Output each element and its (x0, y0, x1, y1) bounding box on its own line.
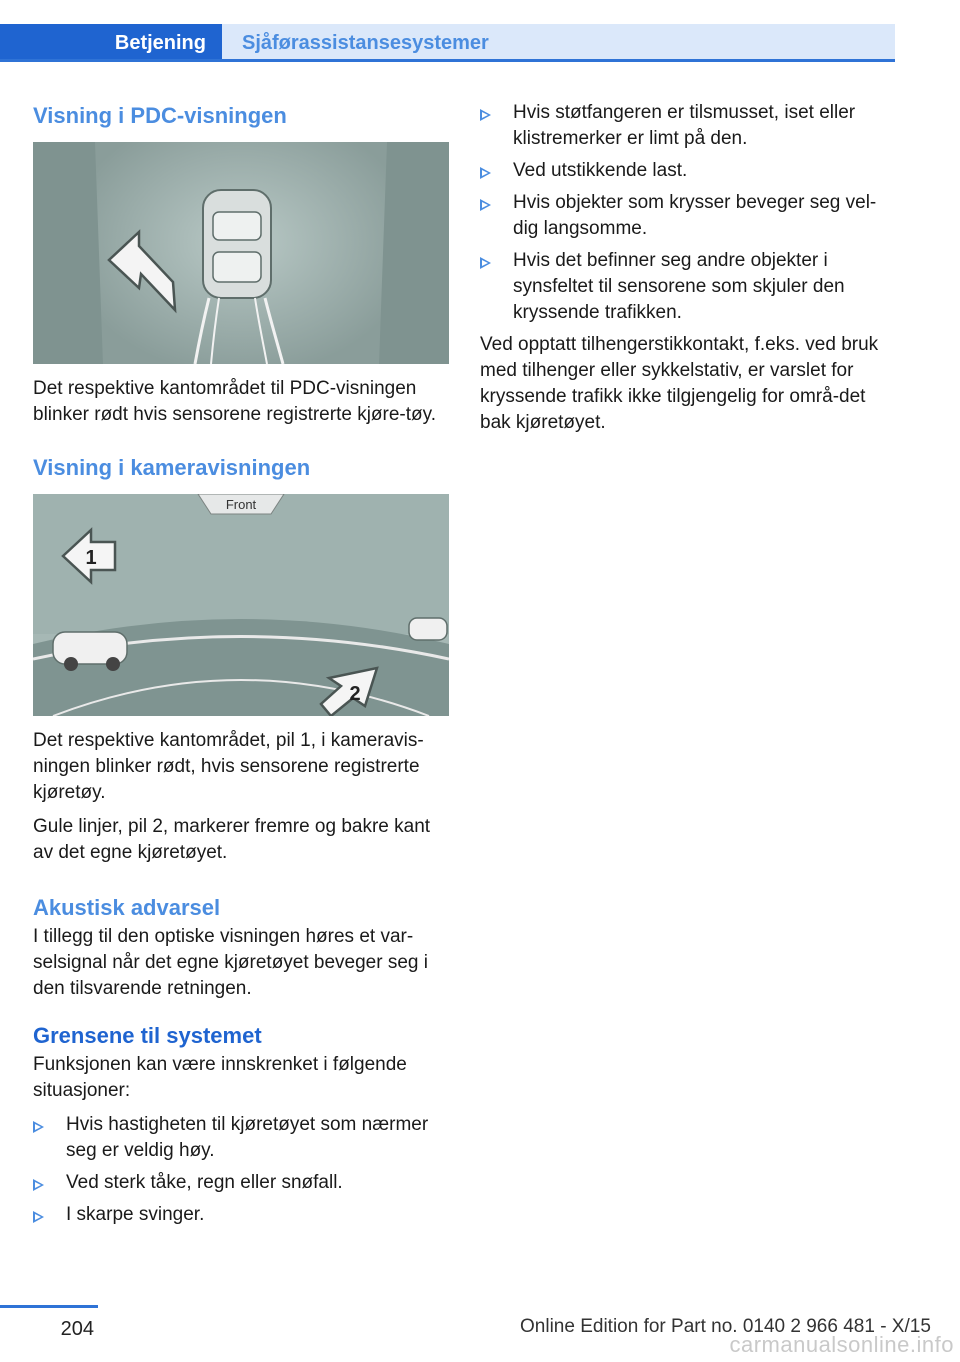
paragraph-limits: Funksjonen kan være innskrenket i følgende situasjoner: (33, 1054, 407, 1101)
list-item: Ved sterk tåke, regn eller snøfall. (33, 1170, 449, 1196)
triangle-bullet-icon (33, 1121, 44, 1133)
list-item: Hvis det befinner seg andre objekter i synsfeltet til sensorene som skjuler den kryssende trafikken. (480, 248, 900, 326)
pdc-view-image (33, 142, 449, 364)
paragraph-camera-2: Gule linjer, pil 2, markerer fremre og bakre kant av det egne kjøretøyet. (33, 816, 431, 863)
list-item: Ved utstikkende last. (480, 158, 900, 184)
camera-view-image (33, 494, 449, 716)
paragraph-acoustic: I tillegg til den optiske visningen høres et var-selsignal når det egne kjøretøyet beveger seg i den tilsvarende retningen. (33, 926, 428, 999)
camera-illustration (33, 494, 449, 716)
tab-sjaforassistansesystemer[interactable]: Sjåførassistansesystemer (222, 24, 895, 62)
paragraph-camera-1: Det respektive kantområdet, pil 1, i kameravis-ningen blinker rødt, hvis sensorene registrerte kjøretøy. (33, 730, 424, 803)
camera-arrow-2-label: 2 (349, 683, 361, 705)
triangle-bullet-icon (480, 109, 491, 121)
limits-list-left (33, 1112, 449, 1228)
footer-rule (0, 1305, 98, 1308)
heading-pdc-view: Visning i PDC-visningen (33, 103, 287, 128)
triangle-bullet-icon (480, 167, 491, 179)
watermark: carmanualsonline.info (729, 1332, 954, 1357)
right-column (480, 100, 900, 436)
left-column (33, 100, 449, 1234)
heading-acoustic-warning: Akustisk advarsel (33, 895, 221, 920)
list-item: I skarpe svinger. (33, 1202, 449, 1228)
page-number-block (0, 1305, 98, 1341)
triangle-bullet-icon (480, 257, 491, 269)
camera-front-label: Front (225, 497, 257, 512)
header-rule (0, 59, 895, 62)
list-item: Hvis hastigheten til kjøretøyet som nærmer seg er veldig høy. (33, 1112, 449, 1164)
triangle-bullet-icon (33, 1179, 44, 1191)
tab-betjening[interactable]: Betjening (0, 24, 222, 62)
list-item: Hvis objekter som krysser beveger seg vel-dig langsomme. (480, 190, 900, 242)
list-item: Hvis støtfangeren er tilsmusset, iset eller klistremerker er limt på den. (480, 100, 900, 152)
paragraph-pdc: Det respektive kantområdet til PDC-visningen blinker rødt hvis sensorene registrerte kjøre-tøy. (33, 378, 436, 425)
page-number: 204 (60, 1318, 94, 1340)
heading-camera-view: Visning i kameravisningen (33, 455, 311, 480)
pdc-illustration (33, 142, 449, 364)
triangle-bullet-icon (33, 1211, 44, 1223)
edition-text: Online Edition for Part no. 0140 2 966 481 - X/15 (520, 1316, 931, 1337)
limits-list-right (480, 100, 900, 326)
heading-system-limits: Grensene til systemet (33, 1023, 262, 1048)
paragraph-trailer: Ved opptatt tilhengerstikkontakt, f.eks. ved bruk med tilhenger eller sykkelstativ, er varslet for kryssende trafikk ikke tilgjengelig for områ-det bak kjøretøyet. (480, 334, 879, 433)
camera-arrow-1-label: 1 (85, 547, 97, 569)
header-tabs (0, 24, 895, 62)
triangle-bullet-icon (480, 199, 491, 211)
